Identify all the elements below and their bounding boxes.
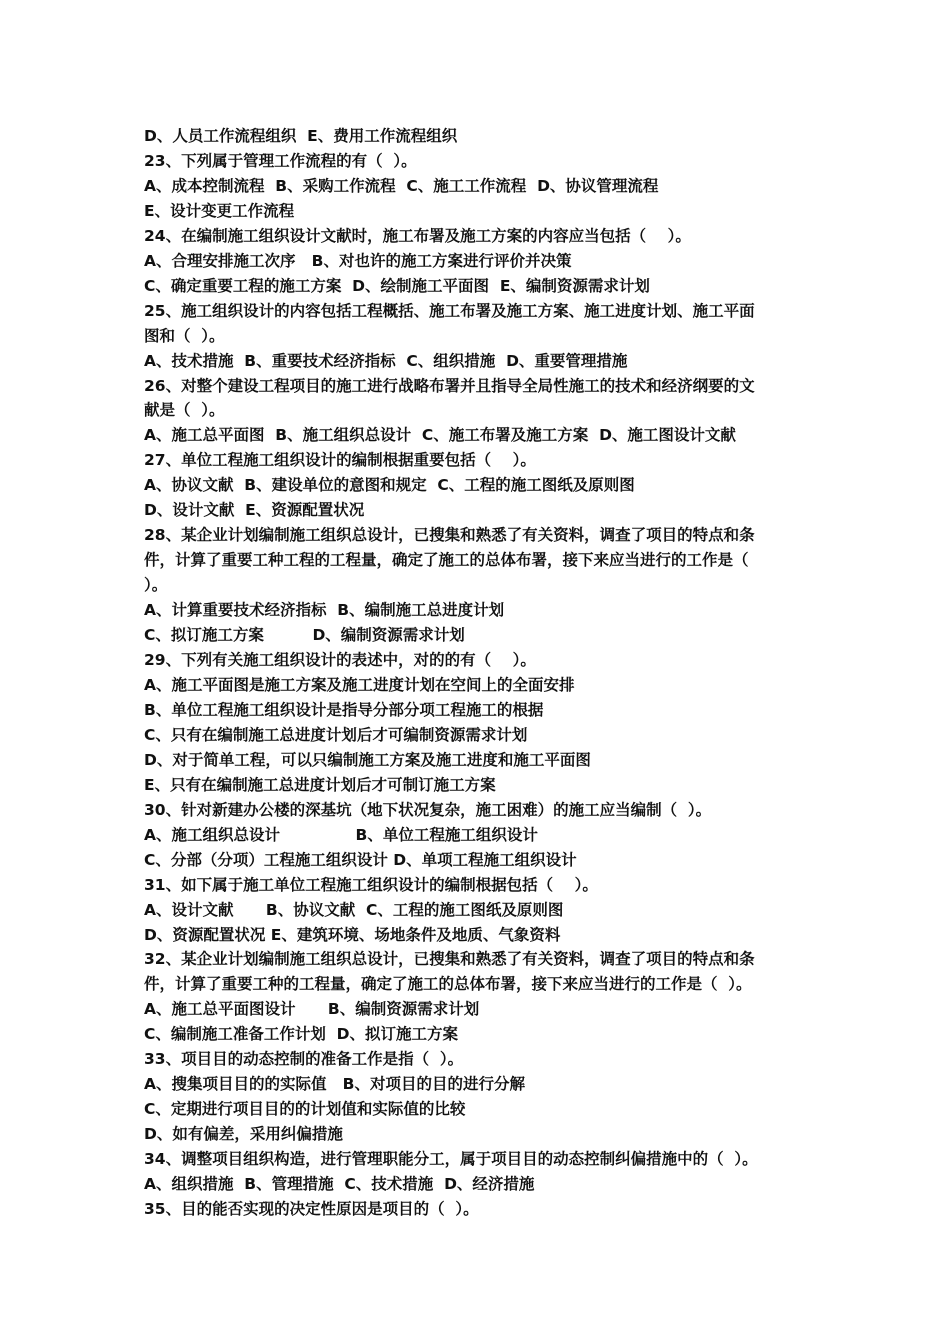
option-line: C、分部（分项）工程施工组织设计 D、单项工程施工组织设计 — [144, 850, 577, 869]
question-23: 23、下列属于管理工作流程的有（ ）。 — [144, 151, 417, 170]
question-25: 25、施工组织设计的内容包括工程概括、施工布署及施工方案、施工进度计划、施工平面 — [144, 301, 755, 320]
option-line: A、施工组织总设计 B、单位工程施工组织设计 — [144, 825, 538, 844]
question-30: 30、针对新建办公楼的深基坑（地下状况复杂，施工困难）的施工应当编制（ ）。 — [144, 800, 712, 819]
option-line: B、单位工程施工组织设计是指导分部分项工程施工的根据 — [144, 700, 544, 719]
option-line: E、设计变更工作流程 — [144, 201, 295, 220]
option-line: A、施工平面图是施工方案及施工进度计划在空间上的全面安排 — [144, 675, 575, 694]
option-line: C、拟订施工方案 D、编制资源需求计划 — [144, 626, 465, 645]
question-32-cont: 件，计算了重要工种的工程量，确定了施工的总体布署，接下来应当进行的工作是（ ）。 — [144, 975, 752, 994]
document-page — [144, 124, 812, 1222]
option-line: D、如有偏差，采用纠偏措施 — [144, 1125, 343, 1144]
question-27: 27、单位工程施工组织设计的编制根据重要包括（ ）。 — [144, 451, 536, 470]
question-26-cont: 献是（ ）。 — [144, 401, 225, 420]
option-line: C、定期进行项目目的的计划值和实际值的比较 — [144, 1100, 466, 1119]
option-line: A、合理安排施工次序 B、对也许的施工方案进行评价并决策 — [144, 251, 572, 270]
question-24: 24、在编制施工组织设计文献时，施工布署及施工方案的内容应当包括（ ）。 — [144, 226, 691, 245]
option-line: A、组织措施 B、管理措施 C、技术措施 D、经济措施 — [144, 1175, 535, 1194]
question-32: 32、某企业计划编制施工组织总设计，已搜集和熟悉了有关资料，调查了项目的特点和条 — [144, 950, 755, 969]
option-line: A、成本控制流程 B、采购工作流程 C、施工工作流程 D、协议管理流程 — [144, 176, 659, 195]
question-34: 34、调整项目组织构造，进行管理职能分工，属于项目目的动态控制纠偏措施中的（ ）。 — [144, 1150, 758, 1169]
option-line: D、设计文献 E、资源配置状况 — [144, 501, 365, 520]
option-line: C、只有在编制施工总进度计划后才可编制资源需求计划 — [144, 725, 528, 744]
option-line: A、施工总平面图 B、施工组织总设计 C、施工布署及施工方案 D、施工图设计文献 — [144, 426, 736, 445]
question-28-cont: 件，计算了重要工种工程的工程量，确定了施工的总体布署，接下来应当进行的工作是（ — [144, 551, 749, 570]
option-line: A、计算重要技术经济指标 B、编制施工总进度计划 — [144, 601, 505, 620]
option-line: A、搜集项目目的的实际值 B、对项目的目的进行分解 — [144, 1075, 526, 1094]
option-line: C、确定重要工程的施工方案 D、绘制施工平面图 E、编制资源需求计划 — [144, 276, 650, 295]
question-25-cont: 图和（ ）。 — [144, 326, 225, 345]
option-line: A、协议文献 B、建设单位的意图和规定 C、工程的施工图纸及原则图 — [144, 476, 635, 495]
option-line: D、资源配置状况 E、建筑环境、场地条件及地质、气象资料 — [144, 925, 561, 944]
option-line: A、技术措施 B、重要技术经济指标 C、组织措施 D、重要管理措施 — [144, 351, 628, 370]
option-line: A、施工总平面图设计 B、编制资源需求计划 — [144, 1000, 480, 1019]
option-line: C、编制施工准备工作计划 D、拟订施工方案 — [144, 1025, 459, 1044]
question-33: 33、项目目的动态控制的准备工作是指（ ）。 — [144, 1050, 464, 1069]
option-line: E、只有在编制施工总进度计划后才可制订施工方案 — [144, 775, 496, 794]
question-35: 35、目的能否实现的决定性原因是项目的（ ）。 — [144, 1199, 479, 1218]
question-26: 26、对整个建设工程项目的施工进行战略布署并且指导全局性施工的技术和经济纲要的文 — [144, 376, 755, 395]
option-line: A、设计文献 B、协议文献 C、工程的施工图纸及原则图 — [144, 900, 564, 919]
question-29: 29、下列有关施工组织设计的表述中，对的的有（ ）。 — [144, 651, 536, 670]
option-line: D、对于简单工程，可以只编制施工方案及施工进度和施工平面图 — [144, 750, 591, 769]
question-31: 31、如下属于施工单位工程施工组织设计的编制根据包括（ ）。 — [144, 875, 598, 894]
question-28-cont: ）。 — [144, 576, 168, 595]
question-28: 28、某企业计划编制施工组织总设计，已搜集和熟悉了有关资料，调查了项目的特点和条 — [144, 526, 755, 545]
option-line: D、人员工作流程组织 E、费用工作流程组织 — [144, 127, 458, 145]
